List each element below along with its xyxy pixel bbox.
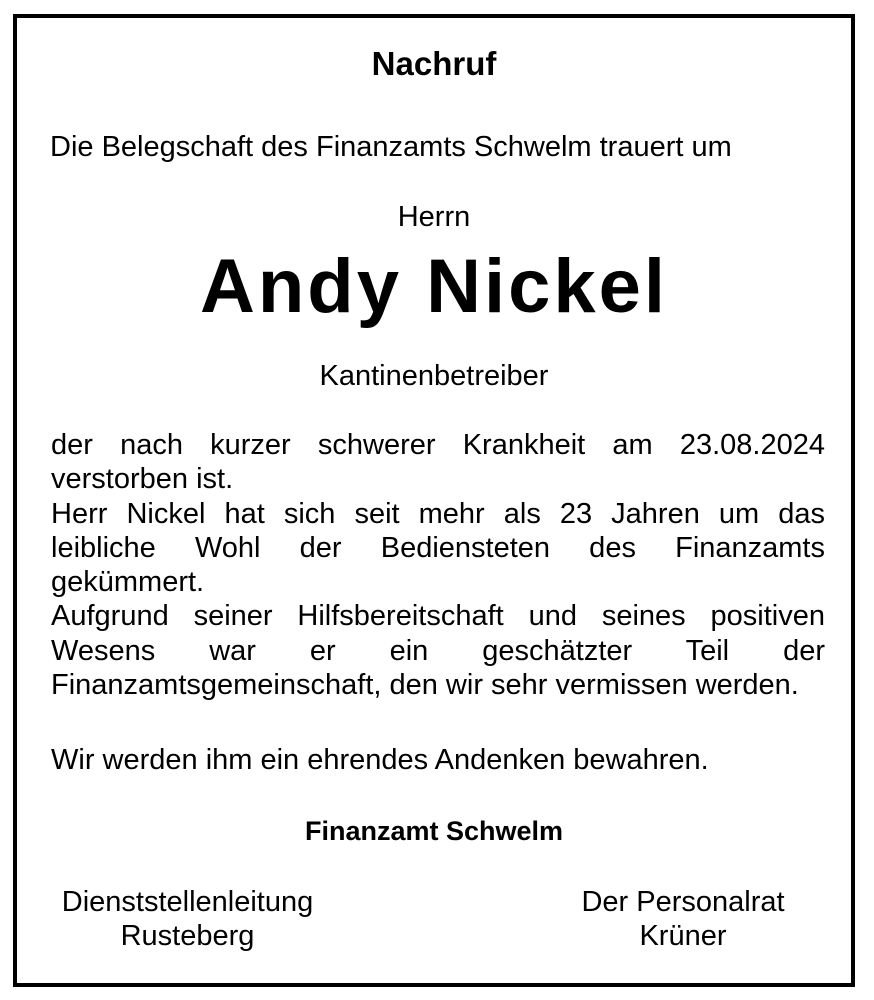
- deceased-name: Andy Nickel: [199, 244, 669, 329]
- signature-name: Rusteberg: [120, 920, 255, 952]
- signature-role: Der Personalrat: [581, 886, 785, 918]
- body-paragraph: der nach kurzer schwerer Krankheit am 23.08.2024 verstorben ist.: [51, 429, 825, 496]
- signature-name: Krüner: [639, 920, 727, 952]
- organization-name: Finanzamt Schwelm: [304, 816, 564, 846]
- intro-line: Die Belegschaft des Finanzamts Schwelm trauert um: [50, 131, 732, 163]
- closing-line: Wir werden ihm ein ehrendes Andenken bewahren.: [51, 744, 709, 776]
- salutation: Herrn: [397, 201, 471, 233]
- notice-body: [51, 428, 825, 702]
- body-paragraph: Herr Nickel hat sich seit mehr als 23 Jahren um das leibliche Wohl der Bediensteten des Finanzamts gekümmert.: [51, 497, 825, 599]
- notice-title: Nachruf: [371, 45, 497, 82]
- signature-role: Dienststellenleitung: [61, 886, 314, 918]
- body-paragraph: Aufgrund seiner Hilfsbereitschaft und seines positiven Wesens war er ein geschätzter Teil der Finanzamtsgemeinschaft, den wir sehr vermissen werden.: [51, 600, 825, 702]
- deceased-role: Kantinenbetreiber: [319, 360, 549, 392]
- signature-block-left: [50, 885, 325, 953]
- signature-block-right: [568, 885, 798, 953]
